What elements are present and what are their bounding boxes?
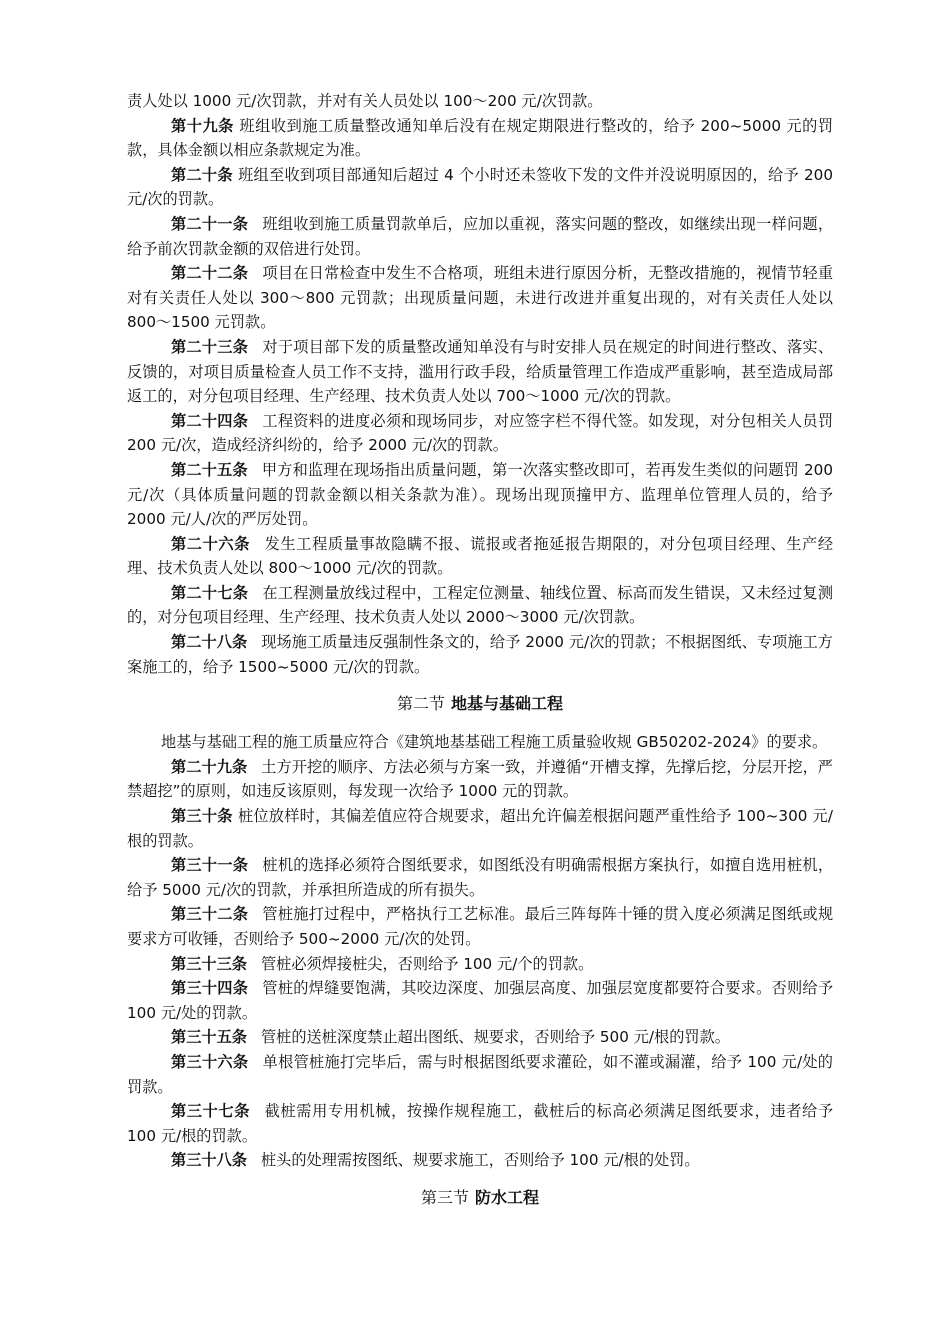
- article-20: [127, 163, 833, 212]
- section-number: 第三节: [420, 1187, 469, 1207]
- article-label: 第二十六条: [171, 534, 251, 553]
- article-label: 第二十条: [171, 165, 233, 184]
- article-label: 第三十一条: [171, 856, 249, 875]
- article-label: 第二十二条: [171, 264, 249, 283]
- article-23: [127, 335, 833, 409]
- article-27: [127, 581, 833, 630]
- article-label: 第十九条: [171, 116, 234, 135]
- article-label: 第三十六条: [171, 1052, 249, 1071]
- article-28: [127, 630, 833, 679]
- article-31: [127, 853, 833, 902]
- article-text: 桩机的选择必须符合图纸要求，如图纸没有明确需根据方案执行，如擅自选用桩机，给予 5000 元/次的罚款，并承担所造成的所有损失。: [127, 856, 834, 899]
- article-label: 第三十二条: [171, 905, 249, 924]
- article-label: 第二十八条: [171, 633, 248, 652]
- article-37: [127, 1099, 833, 1148]
- article-label: 第三十条: [171, 807, 233, 826]
- section-number: 第二节: [396, 694, 445, 714]
- article-29: [127, 755, 833, 804]
- article-label: 第二十三条: [171, 337, 249, 356]
- article-text: 发生工程质量事故隐瞒不报、谎报或者拖延报告期限的，对分包项目经理、生产经理、技术负责人处以 800～1000 元/次的罚款。: [127, 534, 834, 578]
- article-34: [127, 976, 833, 1025]
- article-30: [127, 804, 833, 853]
- article-label: 第二十一条: [171, 214, 249, 233]
- article-text: 管桩的焊缝要饱满，其咬边深度、加强层高度、加强层宽度都要符合要求。否则给予 100 元/处的罚款。: [127, 979, 834, 1022]
- article-text: 管桩的送桩深度禁止超出图纸、规要求，否则给予 500 元/根的罚款。: [260, 1028, 730, 1047]
- article-33: [127, 952, 833, 977]
- article-label: 第二十五条: [171, 460, 248, 479]
- section-title: 地基与基础工程: [451, 694, 564, 714]
- article-22: [127, 261, 833, 335]
- article-text: 管桩必须焊接桩尖，否则给予 100 元/个的罚款。: [260, 954, 594, 973]
- article-label: 第三十七条: [171, 1102, 251, 1121]
- article-text: 管桩施打过程中，严格执行工艺标准。最后三阵每阵十锤的贯入度必须满足图纸或规要求方可收锤，否则给予 500~2000 元/次的处罚。: [127, 905, 834, 948]
- article-text: 现场施工质量违反强制性条文的，给予 2000 元/次的罚款；不根据图纸、专项施工方案施工的，给予 1500~5000 元/次的罚款。: [127, 633, 833, 676]
- article-text: 土方开挖的顺序、方法必须与方案一致，并遵循“开槽支撑，先撑后挖，分层开挖，严禁超挖”的原则，如违反该原则，每发现一次给予 1000 元的罚款。: [127, 757, 833, 801]
- article-24: [127, 409, 833, 458]
- article-35: [127, 1025, 833, 1050]
- article-text: 班组至收到项目部通知后超过 4 个小时还未签收下发的文件并没说明原因的，给予 200 元/次的罚款。: [127, 165, 833, 209]
- article-text: 班组收到施工质量整改通知单后没有在规定期限进行整改的，给予 200~5000 元的罚款，具体金额以相应条款规定为准。: [127, 116, 834, 160]
- article-text: 单根管桩施打完毕后，需与时根据图纸要求灌砼，如不灌或漏灌，给予 100 元/处的罚款。: [127, 1052, 833, 1096]
- article-36: [127, 1050, 833, 1099]
- section-intro: 地基与基础工程的施工质量应符合《建筑地基基础工程施工质量验收规 GB50202-2024》的要求。: [161, 733, 828, 752]
- article-label: 第二十七条: [171, 583, 249, 602]
- section-title: 防水工程: [475, 1187, 540, 1207]
- article-text: 班组收到施工质量罚款单后，应加以重视，落实问题的整改，如继续出现一样问题，给予前次罚款金额的双倍进行处罚。: [127, 214, 834, 258]
- article-21: [127, 212, 833, 261]
- section-heading-2: [127, 692, 833, 716]
- article-text: 对于项目部下发的质量整改通知单没有与时安排人员在规定的时间进行整改、落实、反馈的，对项目质量检查人员工作不支持，滥用行政手段，给质量管理工作造成严重影响，甚至造成局部返工的，对分包项目经理、生产经理、技术负责人处以 700～1000 元/次的罚款。: [127, 337, 834, 406]
- article-text: 甲方和监理在现场指出质量问题，第一次落实整改即可，若再发生类似的问题罚 200 元/次（具体质量问题的罚款金额以相关条款为准）。现场出现顶撞甲方、监理单位管理人员的，给予 2000 元/人/次的严厉处罚。: [127, 460, 833, 529]
- article-label: 第三十四条: [171, 979, 249, 998]
- article-label: 第二十四条: [171, 411, 249, 430]
- section-heading-3: [127, 1186, 833, 1210]
- article-text: 截桩需用专用机械，按操作规程施工，截桩后的标高必须满足图纸要求，违者给予 100 元/根的罚款。: [127, 1102, 834, 1145]
- article-32: [127, 902, 833, 951]
- article-text: 桩位放样时，其偏差值应符合规要求，超出允许偏差根据问题严重性给予 100~300 元/根的罚款。: [127, 807, 834, 850]
- article-label: 第二十九条: [171, 757, 248, 776]
- article-label: 第三十八条: [171, 1151, 247, 1170]
- article-19: [127, 114, 833, 163]
- article-25: [127, 458, 833, 532]
- article-38: [127, 1148, 833, 1173]
- article-label: 第三十三条: [171, 954, 247, 973]
- article-text: 工程资料的进度必须和现场同步，对应签字栏不得代签。如发现，对分包相关人员罚 200 元/次，造成经济纠纷的，给予 2000 元/次的罚款。: [127, 411, 834, 455]
- leading-paragraph: 责人处以 1000 元/次罚款，并对有关人员处以 100～200 元/次罚款。: [127, 92, 603, 110]
- article-text: 桩头的处理需按图纸、规要求施工，否则给予 100 元/根的处罚。: [260, 1151, 700, 1170]
- article-label: 第三十五条: [171, 1028, 247, 1047]
- article-text: 项目在日常检查中发生不合格项，班组未进行原因分析，无整改措施的，视情节轻重对有关责任人处以 300～800 元罚款；出现质量问题，未进行改进并重复出现的，对有关责任人处以 800～1500 元罚款。: [127, 264, 834, 332]
- article-text: 在工程测量放线过程中，工程定位测量、轴线位置、标高而发生错误，又未经过复测的，对分包项目经理、生产经理、技术负责人处以 2000～3000 元/次罚款。: [127, 583, 834, 627]
- article-26: [127, 532, 833, 581]
- document-body: [127, 89, 833, 1224]
